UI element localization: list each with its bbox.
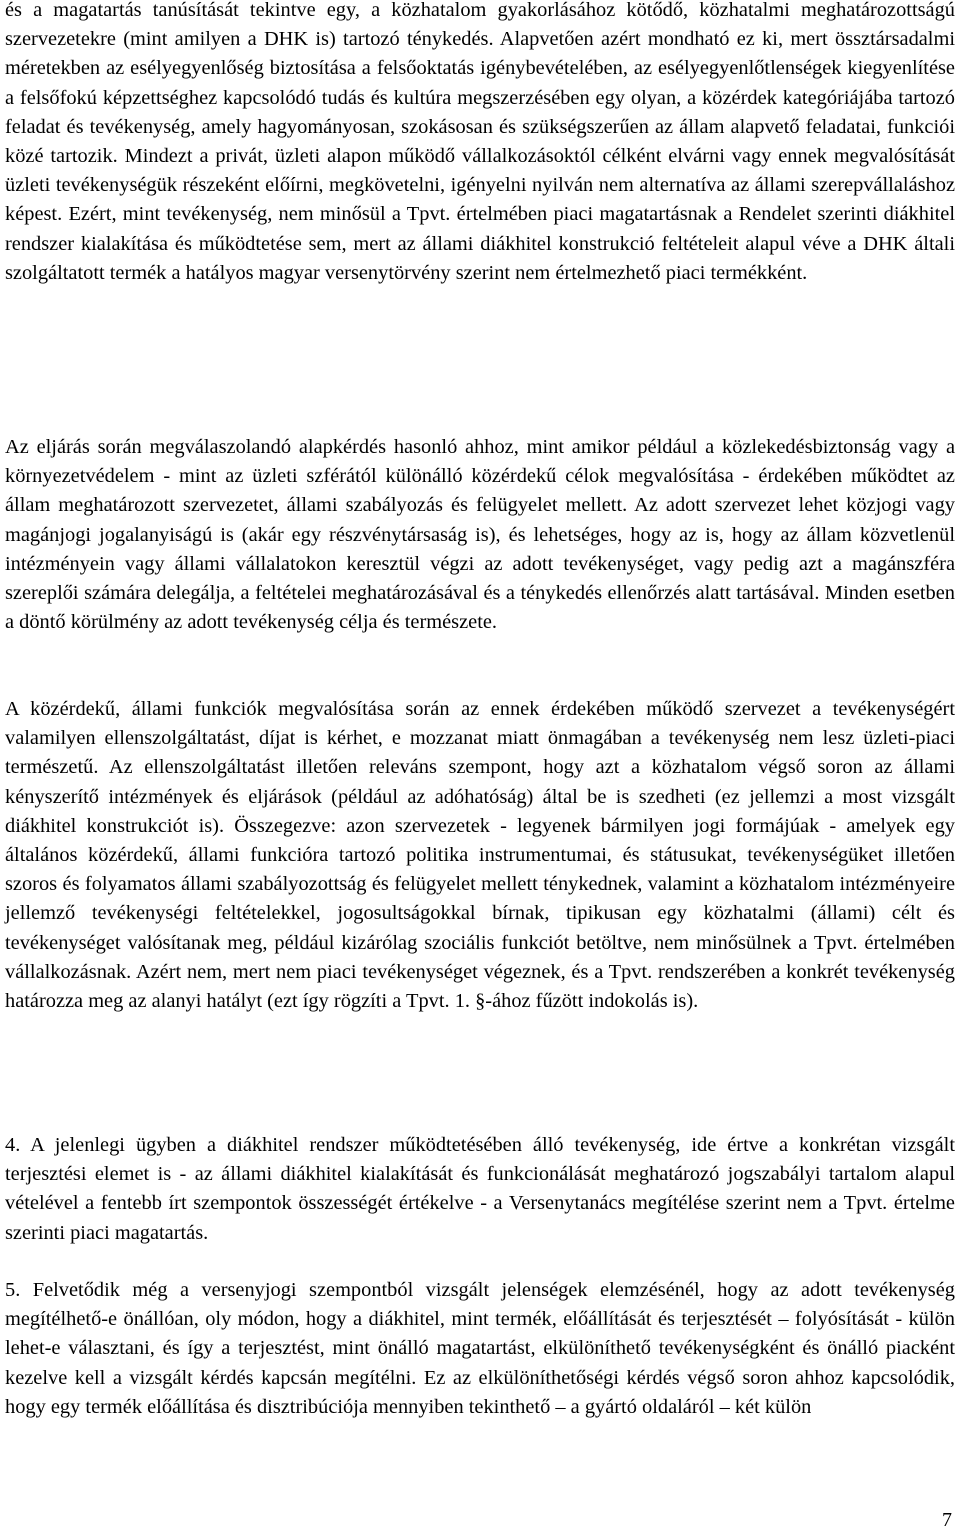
paragraph-public-interest: A közérdekű, állami funkciók megvalósítása során az ennek érdekében működő szervezet a tevékenységért valamilyen ellenszolgáltatást, díjat is kérhet, e mozzanat miatt önmagában a tevékenység nem lesz üzleti-piaci természetű. Az ellenszolgáltatást illetően releváns szempont, hogy azt a közhatalom végső soron az állami kényszerítő intézmények és eljárások (például az adóhatóság) által be is szedheti (ez jellemzi a most vizsgált diákhitel konstrukciót is). Összegezve: azon szervezetek - legyenek bármilyen jogi formájúak - amelyek egy általános közérdekű, állami funkcióra tartozó politika instrumentumai, és státusukat, tevékenységüket illetően szoros és folyamatos állami szabályozottság és felügyelet mellett ténykednek, valamint a közhatalom intézményeire jellemző tevékenységi feltételekkel, jogosultságokkal bírnak, tipikusan egy közhatalmi (állami) célt és tevékenységet valósítanak meg, például kizárólag szociális funkciót betöltve, nem minősülnek a Tpvt. értelmében vállalkozásnak. Azért nem, mert nem piaci tevékenységet végeznek, és a Tpvt. rendszerében a konkrét tevékenység határozza meg az alanyi hatályt (ezt így rögzíti a Tpvt. 1. §-ához fűzött indokolás is). xyxy=(5,698,955,1013)
paragraph-basic-question: Az eljárás során megválaszolandó alapkérdés hasonló ahhoz, mint amikor például a közlekedésbiztonság vagy a környezetvédelem - mint az üzleti szférától különálló közérdekű célok megvalósítása - érdekében működtet az állam meghatározott szervezetet, állami szabályozás és felügyelet mellett. Az adott szervezet lehet közjogi vagy magánjogi jogalanyiságú is (akár egy részvénytársaság is), és lehetséges, hogy az is, hogy az állam közvetlenül intézményein vagy állami vállalatokon keresztül végzi az adott tevékenységet, vagy pedig azt a magánszféra szereplői számára delegálja, a feltételei meghatározásával és a ténykedés ellenőrzés alatt tartásával. Minden esetben a döntő körülmény az adott tevékenység célja és természete. xyxy=(5,436,955,634)
page-number: 7 xyxy=(942,1509,952,1531)
paragraph-continuation: és a magatartás tanúsítását tekintve egy, a közhatalom gyakorlásához kötődő, közhatalmi meghatározottságú szervezetekre (mint amilyen a DHK is) tartozó ténykedés. Alapvetően azért mondható ez ki, mert össztársadalmi méretekben az esélyegyenlőség biztosítása a felsőoktatás igénybevételében, az esélyegyenlőtlenségek kiegyenlítése a felsőfokú képzettséghez kapcsolódó tudás és kultúra megszerzésében egy olyan, a közérdek kategóriájába tartozó feladat és tevékenység, amely hagyományosan, szokásosan és szükségszerűen az állam alapvető feladatai, funkciói közé tartozik. Mindezt a privát, üzleti alapon működő vállalkozásoktól célként elvárni vagy ennek megvalósítását üzleti tevékenységük részeként előírni, megkövetelni, igényelni nyilván nem alternatíva az állami szerepvállaláshoz képest. Ezért, mint tevékenység, nem minősül a Tpvt. értelmében piaci magatartásnak a Rendelet szerinti diákhitel rendszer kialakítása és működtetése sem, mert az állami diákhitel konstrukció feltételeit alapul véve a DHK általi szolgáltatott termék a hatályos magyar versenytörvény szerint nem értelmezhető piaci termékként. xyxy=(5,0,955,284)
paragraph-point-5: 5. Felvetődik még a versenyjogi szempontból vizsgált jelenségek elemzésénél, hogy az adott tevékenység megítélhető-e önállóan, oly módon, hogy a diákhitel, mint termék, előállítását és terjesztését – folyósítását - külön lehet-e választani, és így a terjesztést, mint önálló magatartást, elkülöníthető tevékenységként és önálló piacként kezelve kell a vizsgált kérdés kapcsán megítélni. Ez az elkülöníthetőségi kérdés végső soron ahhoz kapcsolódik, hogy egy termék előállítása és disztribúciója mennyiben tekinthető – a gyártó oldaláról – két külön xyxy=(5,1279,955,1418)
paragraph-point-4: 4. A jelenlegi ügyben a diákhitel rendszer működtetésében álló tevékenység, ide értve a konkrétan vizsgált terjesztési elemet is - az állami diákhitel kialakítását és funkcionálását meghatározó jogszabályi tartalom alapul vételével a fentebb írt szempontok összességét értékelve - a Versenytanács megítélése szerint nem a Tpvt. értelme szerinti piaci magatartás. xyxy=(5,1134,955,1244)
